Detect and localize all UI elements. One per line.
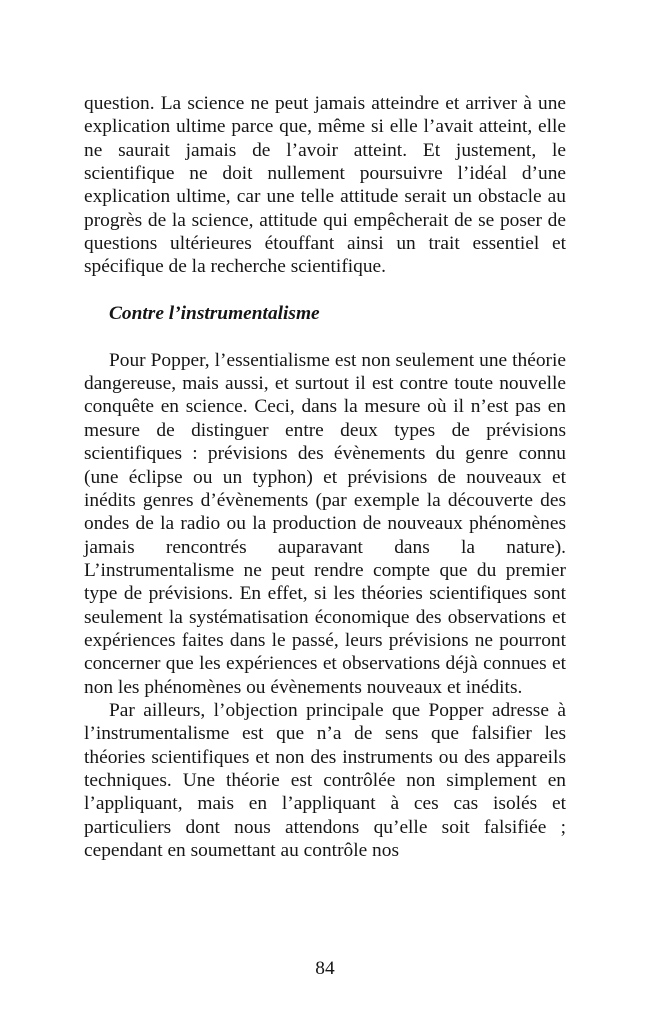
paragraph-essentialism: Pour Popper, l’essentialisme est non seulement une théorie dangereuse, mais aussi, et surtout il est contre toute nouvelle conquête en science. Ceci, dans la mesure où il n’est pas en mesure de distinguer entre deux types de prévisions scientifiques : prévisions des évènements du genre connu (une éclipse ou un typhon) et prévisions de nouveaux et inédits genres d’évènements (par exemple la découverte des ondes de la radio ou la production de nouveaux phénomènes jamais rencontrés auparavant dans la nature). L’instrumentalisme ne peut rendre compte que du premier type de prévisions. En effet, si les théories scientifiques sont seulement la systématisation économique des observations et expériences faites dans le passé, leurs prévisions ne pourront concerner que les expériences et observations déjà connues et non les phénomènes ou évènements nouveaux et inédits.: [84, 349, 566, 698]
paragraph-continuation: question. La science ne peut jamais atteindre et arriver à une explication ultime parce que, même si elle l’avait atteint, elle ne saurait jamais de l’avoir atteint. Et justement, le scientifique ne doit nullement poursuivre l’idéal d’une explication ultime, car une telle attitude serait un obstacle au progrès de la science, attitude qui empêcherait de se poser de questions ultérieures étouffant ainsi un trait essentiel et spécifique de la recherche scientifique.: [84, 93, 566, 278]
body-text: [84, 92, 566, 862]
page-number: 84: [315, 958, 335, 979]
paragraph-objection: Par ailleurs, l’objection principale que Popper adresse à l’instrumentalisme est que n’a de sens que falsifier les théories scientifiques et non des instruments ou des appareils techniques. Une théorie est contrôlée non simplement en l’appliquant, mais en l’appliquant à ces cas isolés et particuliers dont nous attendons qu’elle soit falsifiée ; cependant en soumettant au contrôle nos: [84, 699, 566, 861]
section-heading: Contre l’instrumentalisme: [109, 303, 320, 325]
